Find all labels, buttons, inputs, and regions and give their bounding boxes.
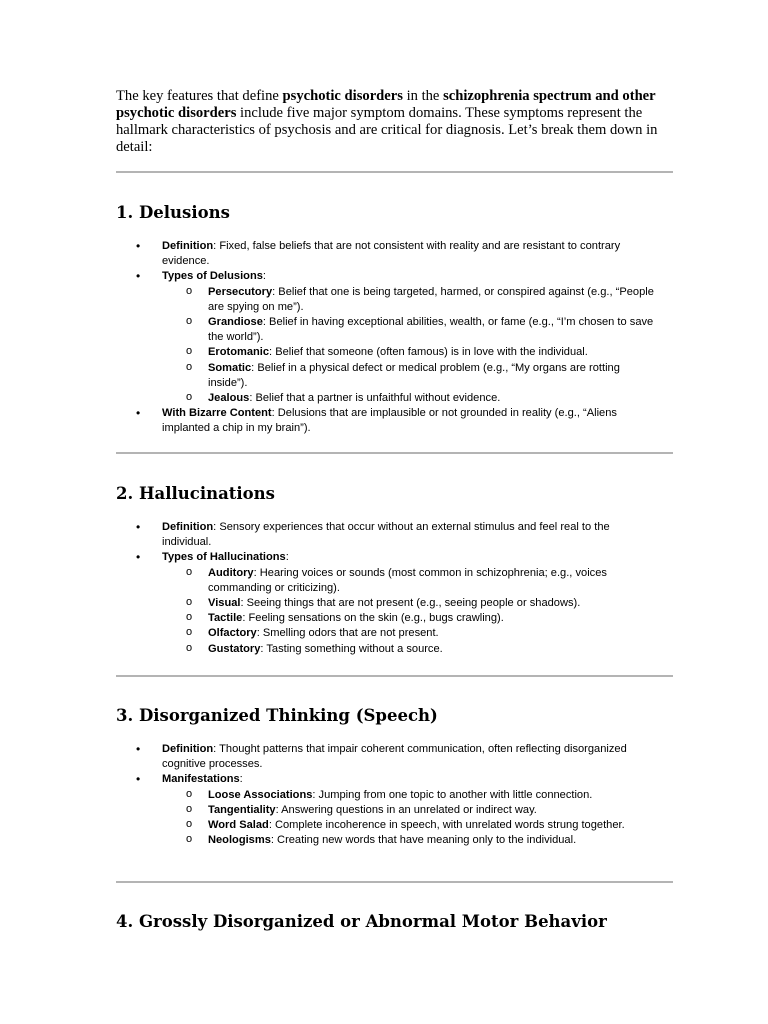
list-item [136,269,656,406]
sublist-item [162,833,656,848]
item-text: : Delusions that are implausible or not grounded in reality (e.g., “Aliens implanted a chip in my brain”). [162,407,617,435]
item-text: : Belief that a partner is unfaithful without evidence. [249,392,501,405]
item-term: Grandiose [208,316,263,329]
intro-paragraph [116,88,661,156]
sublist-item [162,803,656,818]
item-term: Neologisms [208,834,271,847]
item-text: : Belief that one is being targeted, harmed, or conspired against (e.g., “People are spying on me”). [208,285,654,313]
item-term: Somatic [208,361,252,374]
intro-bold-term: schizophrenia spectrum and other psychotic disorders [116,88,656,121]
sublist-item [162,788,656,803]
sublist-item [162,391,656,406]
section-heading-disorganized-thinking: 3. Disorganized Thinking (Speech) [116,706,438,725]
item-text: : Answering questions in an unrelated or indirect way. [275,803,537,816]
item-text: : Hearing voices or sounds (most common in schizophrenia; e.g., voices commanding or criticizing). [208,566,607,594]
item-text: : Fixed, false beliefs that are not consistent with reality and are resistant to contrary evidence. [162,240,621,268]
intro-text: The key features that define [116,88,283,104]
list-item [136,742,656,772]
section-divider [116,171,673,173]
item-term: Erotomanic [208,346,270,359]
intro-text: include five major symptom domains. These symptoms represent the hallmark characteristics of psychosis and are critical for diagnosis. Let’s break them down in detail: [116,105,658,155]
sublist [162,788,656,849]
item-term: Persecutory [208,285,273,298]
item-text: : Creating new words that have meaning only to the individual. [270,834,577,847]
sublist [162,285,656,407]
list-item [136,520,656,550]
list-item [136,550,656,656]
item-text: : Belief that someone (often famous) is in love with the individual. [269,346,588,359]
intro-text: in the [402,88,444,104]
section-divider [116,881,673,883]
item-term: Olfactory [208,627,257,640]
item-term: Word Salad [208,819,269,832]
item-text: : Feeling sensations on the skin (e.g., bugs crawling). [242,612,504,625]
section-divider [116,675,673,677]
sublist [162,566,656,657]
item-term: Jealous [208,392,250,405]
list-item [136,406,656,436]
item-text: : [285,551,289,564]
item-text: : [239,773,243,786]
sublist-item [162,596,656,611]
item-text: : [262,270,266,283]
section-divider [116,452,673,454]
delusions-list [136,239,656,437]
item-term: Tactile [208,612,243,625]
item-text: : Thought patterns that impair coherent communication, often reflecting disorganized cognitive processes. [162,743,627,771]
list-item [136,239,656,269]
item-text: : Belief in having exceptional abilities, wealth, or fame (e.g., “I’m chosen to save the world”). [208,316,654,344]
disorganized-thinking-list [136,742,656,848]
section-heading-delusions: 1. Delusions [116,203,230,222]
item-term: Tangentiality [208,803,276,816]
item-term: Definition [162,743,214,755]
item-text: : Smelling odors that are not present. [256,627,439,640]
item-text: : Tasting something without a source. [260,642,443,655]
item-term: Types of Hallucinations [162,551,286,564]
item-text: : Jumping from one topic to another with little connection. [312,788,593,801]
sublist-item [162,361,656,391]
item-term: Loose Associations [208,788,313,801]
sublist-item [162,566,656,596]
sublist-item [162,642,656,657]
item-term: Definition [162,521,214,533]
sublist-item [162,818,656,833]
item-term: Gustatory [208,642,261,655]
sublist-item [162,611,656,626]
hallucinations-list [136,520,656,657]
item-term: Types of Delusions [162,270,263,283]
sublist-item [162,626,656,641]
sublist-item [162,315,656,345]
item-term: Definition [162,240,214,252]
item-text: : Sensory experiences that occur without an external stimulus and feel real to the individual. [162,521,610,549]
sublist-item [162,285,656,315]
item-term: Manifestations [162,773,240,786]
item-term: Auditory [208,566,254,579]
section-heading-motor-behavior: 4. Grossly Disorganized or Abnormal Motor Behavior [116,912,607,931]
intro-bold-term: psychotic disorders [282,88,403,104]
item-term: Visual [208,597,241,610]
item-term: With Bizarre Content [162,407,272,420]
item-text: : Belief in a physical defect or medical problem (e.g., “My organs are rotting inside”). [208,361,620,389]
section-heading-hallucinations: 2. Hallucinations [116,484,275,503]
list-item [136,772,656,848]
item-text: : Seeing things that are not present (e.g., seeing people or shadows). [240,597,581,610]
sublist-item [162,345,656,360]
item-text: : Complete incoherence in speech, with unrelated words strung together. [268,819,625,832]
